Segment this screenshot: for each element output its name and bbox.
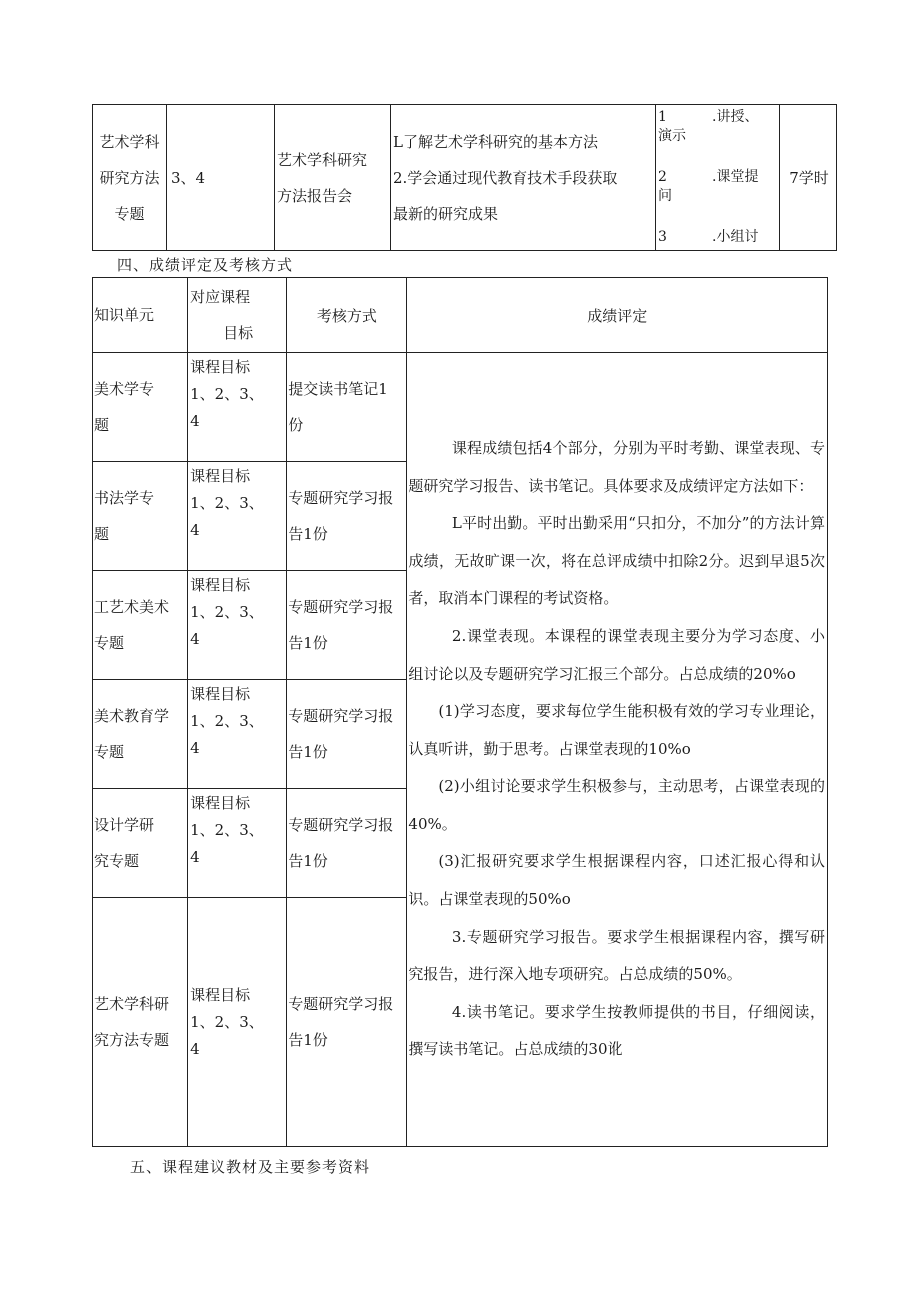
header-grade-evaluation: 成绩评定 — [407, 278, 828, 353]
evaluation-paragraph: L平时出勤。平时出勤采用“只扣分，不加分”的方法计算成绩，无故旷课一次，将在总评成绩中扣除2分。迟到早退5次者，取消本门课程的考试资格。 — [408, 514, 825, 608]
assessment-method-cell: 专题研究学习报 告1份 — [287, 789, 407, 898]
course-goal-cell: 课程目标 1、2、3、 4 — [188, 353, 287, 462]
header-course-goal: 对应课程 目标 — [188, 278, 287, 353]
assessment-method-cell: 提交读书笔记1 份 — [287, 353, 407, 462]
class-hours-cell: 7学时 — [780, 105, 837, 251]
course-goal-cell: 课程目标 1、2、3、 4 — [188, 898, 287, 1147]
evaluation-paragraph: (2)小组讨论要求学生积极参与，主动思考，占课堂表现的40%。 — [408, 777, 825, 833]
table-header-row — [93, 278, 828, 353]
knowledge-unit-cell: 书法学专 题 — [93, 462, 188, 571]
teaching-content-cell: 艺术学科研究 方法报告会 — [275, 105, 391, 251]
assessment-method-cell: 专题研究学习报 告1份 — [287, 680, 407, 789]
course-goal-cell: 课程目标 1、2、3、 4 — [188, 789, 287, 898]
knowledge-unit-cell: 美术学专 题 — [93, 353, 188, 462]
assessment-method-cell: 专题研究学习报 告1份 — [287, 898, 407, 1147]
method-item: 3 .小组讨 — [658, 229, 759, 245]
knowledge-unit-cell: 艺术学科 研究方法 专题 — [93, 105, 167, 251]
knowledge-unit-cell: 设计学研 究专题 — [93, 789, 188, 898]
method-item: 2 .课堂提 — [658, 169, 759, 185]
assessment-method-cell: 专题研究学习报 告1份 — [287, 462, 407, 571]
table-row — [93, 353, 828, 462]
evaluation-paragraph: 课程成绩包括4个部分，分别为平时考勤、课堂表现、专题研究学习报告、读书笔记。具体要求及成绩评定方法如下： — [408, 438, 825, 495]
section-heading-textbooks: 五、课程建议教材及主要参考资料 — [130, 1158, 371, 1176]
knowledge-unit-cell: 工艺术美术 专题 — [93, 571, 188, 680]
evaluation-paragraph: (1)学习态度，要求每位学生能积极有效的学习专业理论，认真听讲，勤于思考。占课堂表现的10%o — [408, 702, 825, 758]
teaching-method-cell: 1 .讲授、 演示 2 .课堂提 问 3 .小组讨 — [656, 105, 780, 251]
knowledge-unit-cell: 艺术学科研 究方法专题 — [93, 898, 188, 1147]
assessment-method-cell: 专题研究学习报 告1份 — [287, 571, 407, 680]
evaluation-paragraph: 3.专题研究学习报告。要求学生根据课程内容，撰写研究报告，进行深入地专项研究。占总成绩的50%。 — [408, 927, 825, 984]
course-goal-cell: 课程目标 1、2、3、 4 — [188, 680, 287, 789]
assessment-table — [92, 277, 828, 1147]
evaluation-paragraph: 2.课堂表现。本课程的课堂表现主要分为学习态度、小组讨论以及专题研究学习汇报三个部分。占总成绩的20%o — [408, 626, 825, 683]
evaluation-paragraph: 4.读书笔记。要求学生按教师提供的书目，仔细阅读，撰写读书笔记。占总成绩的30讹 — [408, 1002, 825, 1059]
grade-evaluation-cell — [407, 353, 828, 1147]
section-heading-assessment: 四、成绩评定及考核方式 — [117, 256, 294, 274]
header-knowledge-unit: 知识单元 — [93, 278, 188, 353]
evaluation-paragraph: (3)汇报研究要求学生根据课程内容，口述汇报心得和认识。占课堂表现的50%o — [408, 852, 825, 909]
method-item: 1 .讲授、 — [658, 109, 759, 125]
course-module-table — [92, 104, 837, 251]
course-goal-cell: 3、4 — [167, 105, 275, 251]
teaching-requirements-cell: L了解艺术学科研究的基本方法 2.学会通过现代教育技术手段获取 最新的研究成果 — [391, 105, 656, 251]
table-row — [93, 105, 837, 251]
course-goal-cell: 课程目标 1、2、3、 4 — [188, 462, 287, 571]
course-goal-cell: 课程目标 1、2、3、 4 — [188, 571, 287, 680]
knowledge-unit-cell: 美术教育学 专题 — [93, 680, 188, 789]
header-assessment-method: 考核方式 — [287, 278, 407, 353]
